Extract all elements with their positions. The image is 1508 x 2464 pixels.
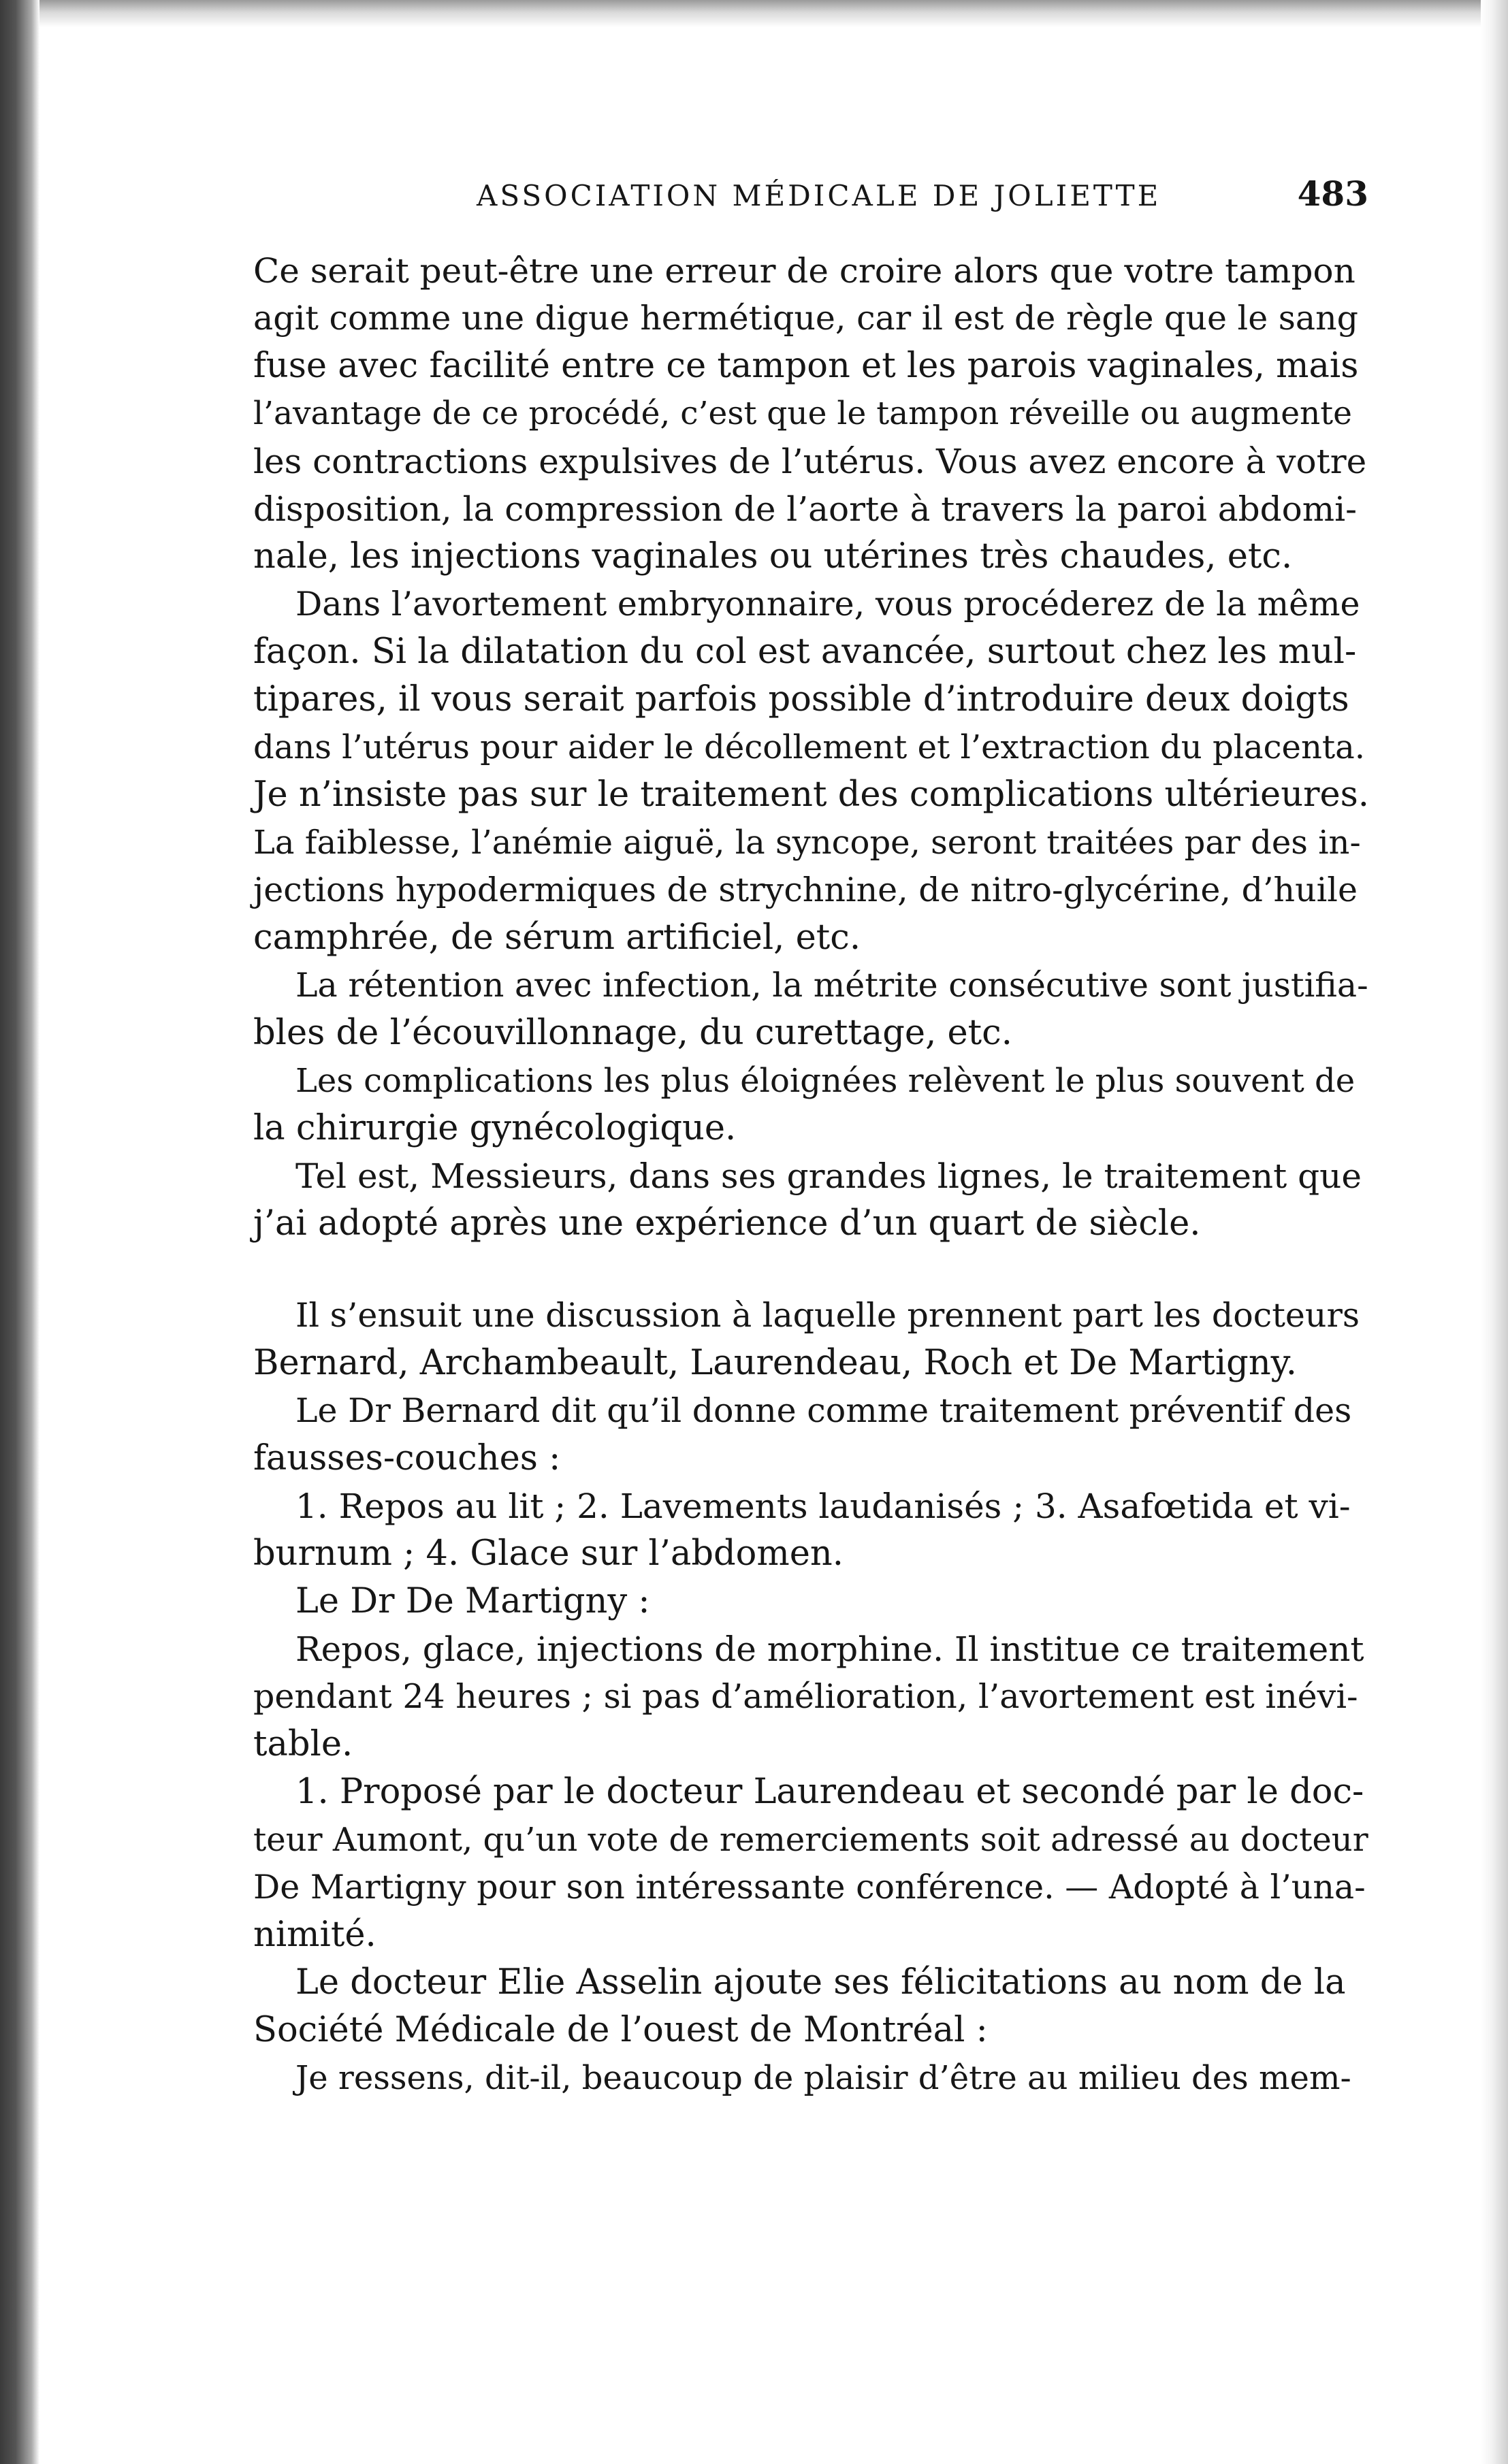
text-line: Les complications les plus éloignées relèvent le plus souvent de — [295, 1062, 1355, 1100]
text-line: nale, les injections vaginales ou utérines très chaudes, etc. — [253, 536, 1293, 577]
text-line: La faiblesse, l’anémie aiguë, la syncope, seront traitées par des in- — [253, 824, 1361, 862]
text-line: jections hypodermiques de strychnine, de nitro-glycérine, d’huile — [253, 871, 1358, 909]
scan-shadow-left — [0, 0, 39, 2464]
text-line: De Martigny pour son intéressante conférence. — Adopté à l’una- — [253, 1868, 1366, 1907]
text-line: tipares, il vous serait parfois possible d’introduire deux doigts — [253, 679, 1349, 719]
page-header — [477, 174, 1368, 228]
text-line: Je ressens, dit-il, beaucoup de plaisir d’être au milieu des mem- — [295, 2059, 1351, 2097]
text-line: Il s’ensuit une discussion à laquelle prennent part les docteurs — [295, 1296, 1360, 1335]
text-line: Tel est, Messieurs, dans ses grandes lignes, le traitement que — [295, 1156, 1362, 1196]
text-line: La rétention avec infection, la métrite consécutive sont justifia- — [295, 966, 1368, 1005]
text-line: nimité. — [253, 1915, 376, 1955]
text-line: dans l’utérus pour aider le décollement et l’extraction du placenta. — [253, 728, 1366, 766]
text-line: Dans l’avortement embryonnaire, vous procéderez de la même — [295, 585, 1360, 623]
text-line: pendant 24 heures ; si pas d’amélioration, l’avortement est inévi- — [253, 1677, 1358, 1716]
text-line: 1. Proposé par le docteur Laurendeau et secondé par le doc- — [295, 1772, 1364, 1812]
page-number: 483 — [1297, 174, 1368, 214]
text-line: Le Dr Bernard dit qu’il donne comme traitement préventif des — [295, 1391, 1352, 1430]
text-line: Société Médicale de l’ouest de Montréal : — [253, 2010, 988, 2050]
text-line: bles de l’écouvillonnage, du curettage, etc. — [253, 1013, 1012, 1053]
text-line: 1. Repos au lit ; 2. Lavements laudanisés ; 3. Asafœtida et vi- — [295, 1487, 1351, 1526]
text-line: Ce serait peut-être une erreur de croire alors que votre tampon — [253, 251, 1355, 291]
text-line: Le docteur Elie Asselin ajoute ses félicitations au nom de la — [295, 1962, 1346, 2003]
text-line: les contractions expulsives de l’utérus. Vous avez encore à votre — [253, 442, 1367, 481]
text-line: fausses-couches : — [253, 1438, 561, 1478]
text-line: la chirurgie gynécologique. — [253, 1108, 737, 1148]
text-line: Repos, glace, injections de morphine. Il institue ce traitement — [295, 1630, 1364, 1669]
text-line: façon. Si la dilatation du col est avancée, surtout chez les mul- — [253, 632, 1357, 672]
text-line: burnum ; 4. Glace sur l’abdomen. — [253, 1534, 844, 1574]
text-line: disposition, la compression de l’aorte à travers la paroi abdomi- — [253, 489, 1357, 529]
text-line: agit comme une digue hermétique, car il est de règle que le sang — [253, 299, 1359, 338]
text-line: Le Dr De Martigny : — [295, 1581, 650, 1621]
text-line: teur Aumont, qu’un vote de remerciements soit adressé au docteur — [253, 1821, 1368, 1859]
scan-shadow-right — [1481, 0, 1508, 2464]
text-line: fuse avec facilité entre ce tampon et les parois vaginales, mais — [253, 346, 1359, 386]
text-line: j’ai adopté après une expérience d’un quart de siècle. — [253, 1203, 1201, 1244]
text-line: l’avantage de ce procédé, c’est que le tampon réveille ou augmente — [253, 395, 1352, 432]
running-head: ASSOCIATION MÉDICALE DE JOLIETTE — [477, 179, 1161, 212]
text-line: Bernard, Archambeault, Laurendeau, Roch et De Martigny. — [253, 1343, 1297, 1383]
text-line: camphrée, de sérum artificiel, etc. — [253, 918, 861, 958]
text-line: table. — [253, 1724, 353, 1764]
text-line: Je n’insiste pas sur le traitement des complications ultérieures. — [253, 775, 1370, 815]
scan-shadow-top — [0, 0, 1508, 27]
